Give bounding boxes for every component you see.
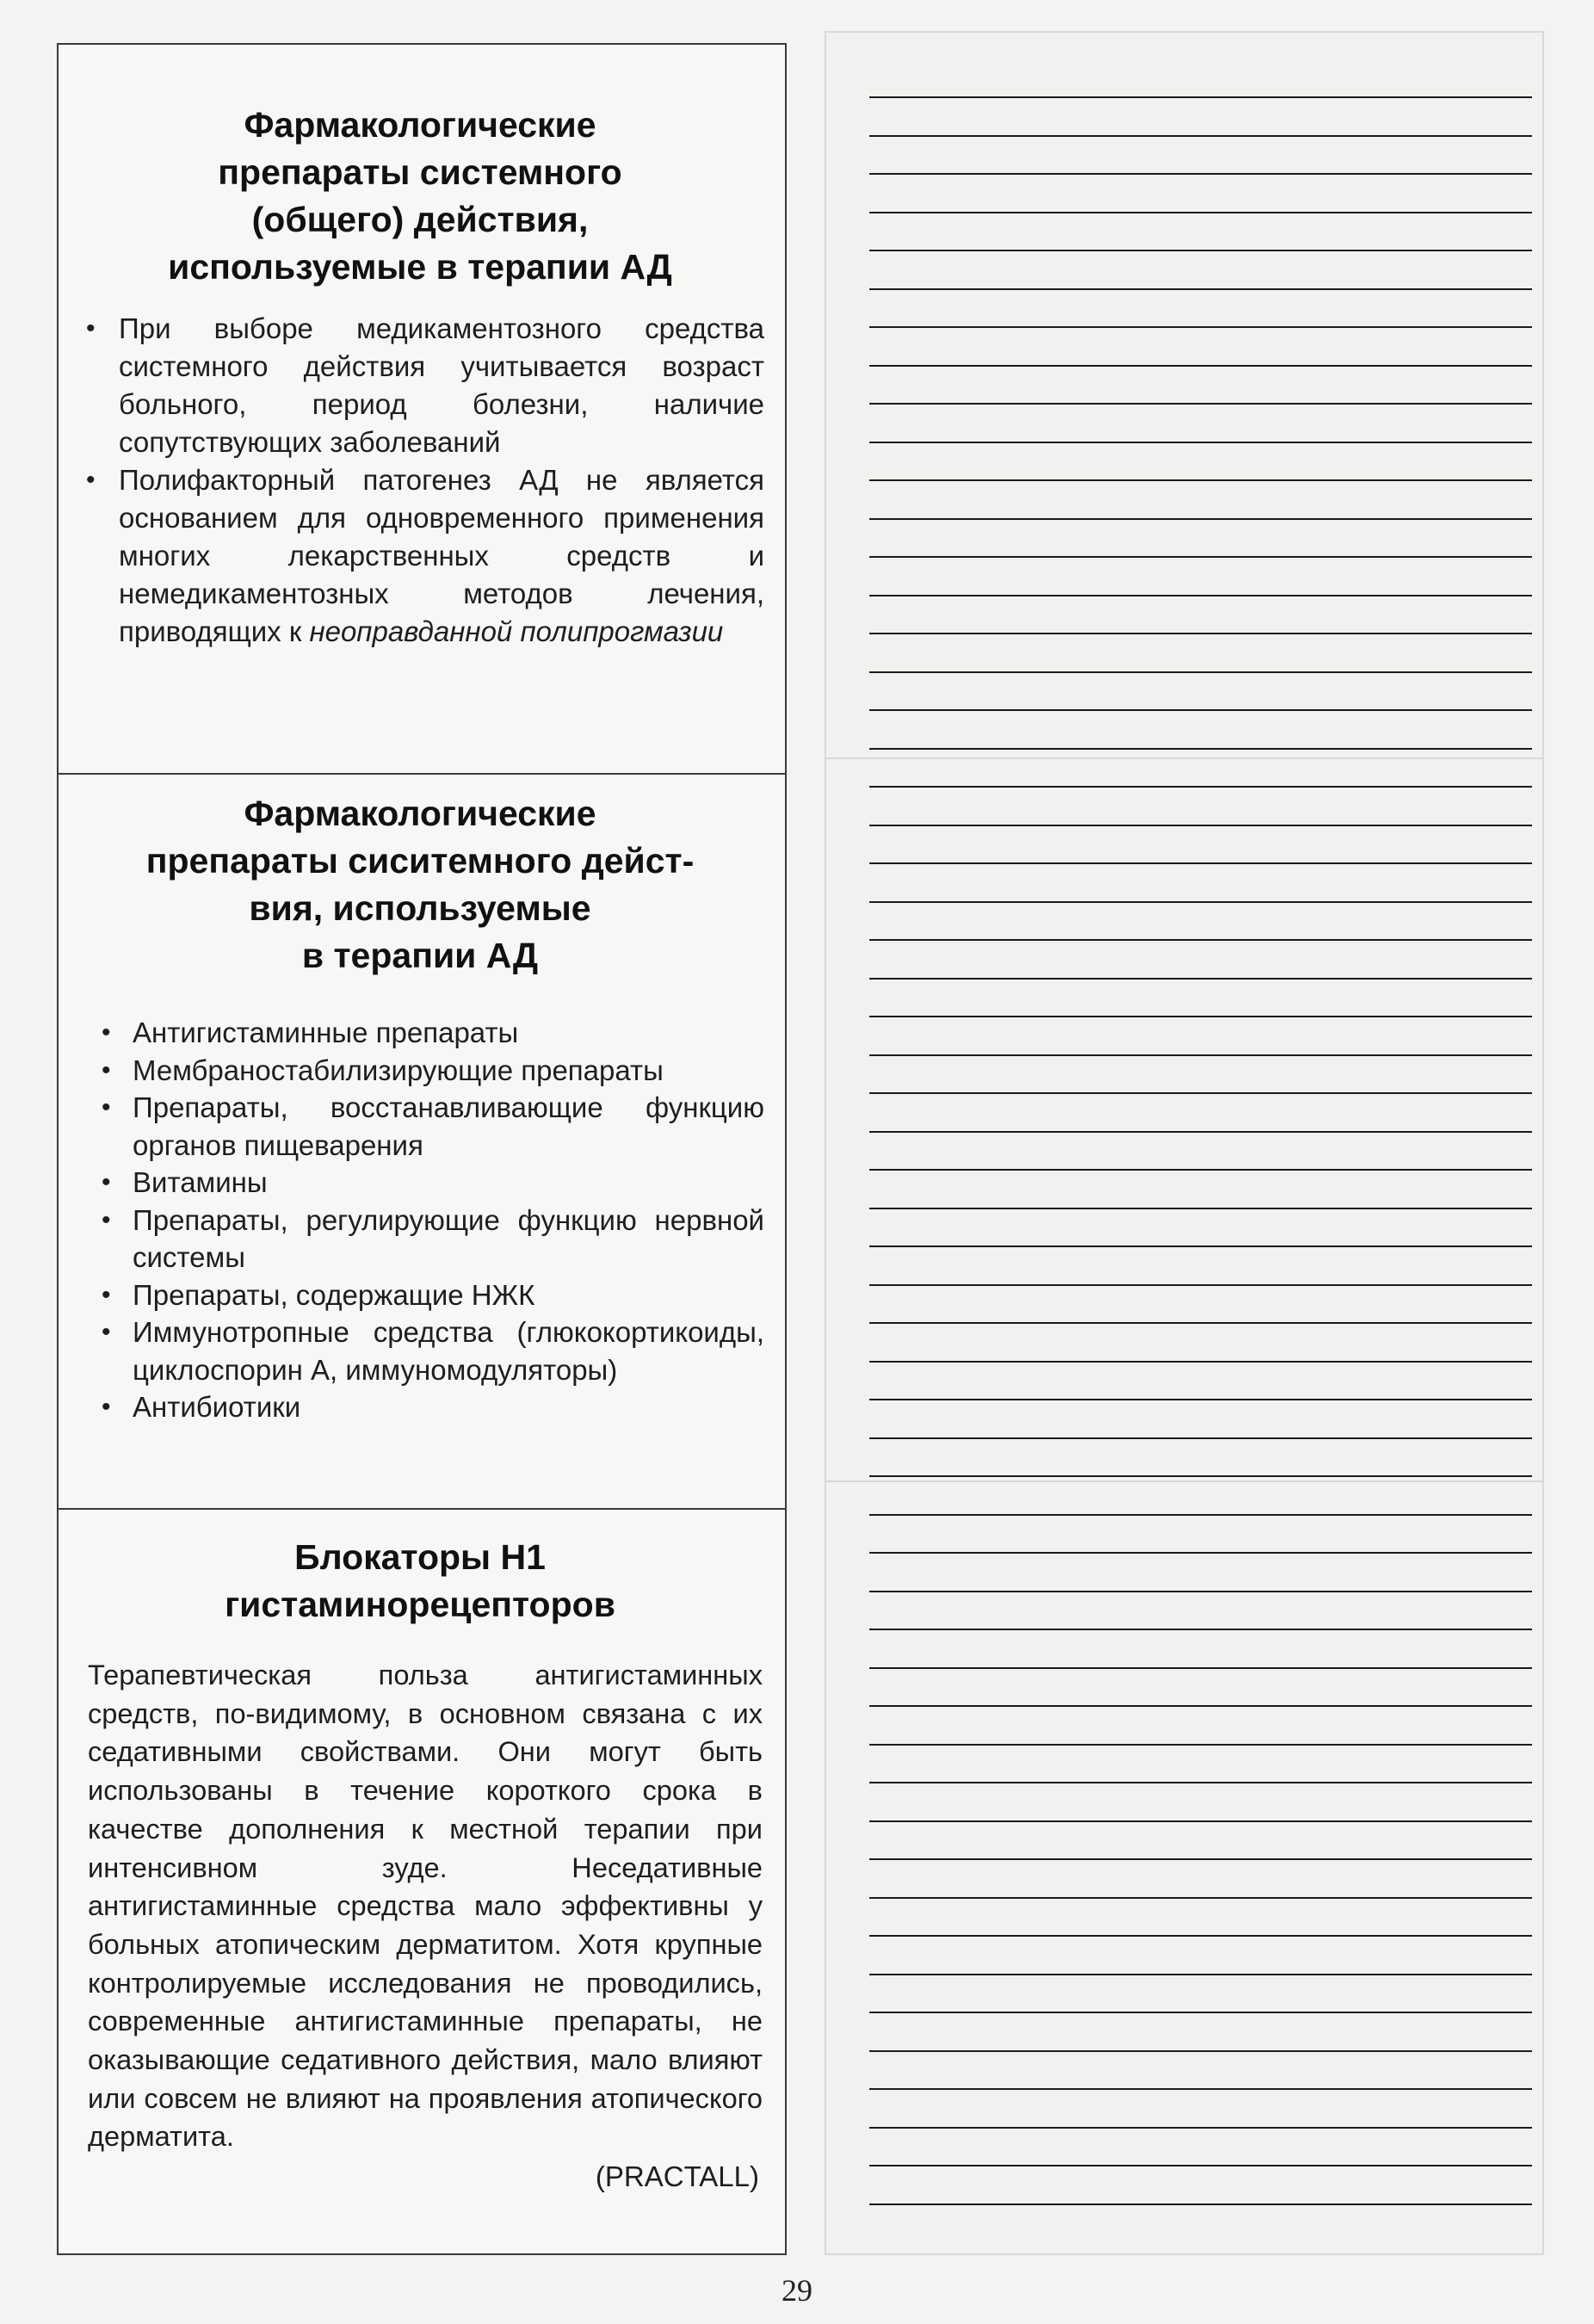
note-line — [869, 1935, 1532, 1937]
body-paragraph: Терапевтическая польза антигистаминных средств, по-видимому, в основном связана с их седативными свойствами. Они могут быть использованы в течение короткого срока в качестве дополнения к местной терапии при интенсивном зуде. Неседативные антигистаминные средства мало эффективны у больных атопическим дерматитом. Хотя крупные контролируемые исследования не проводились, современные антигистаминные препараты, не оказывающие седативного действия, мало влияют или совсем не влияют на проявления атопического дерматита. — [88, 1659, 763, 2153]
note-line — [869, 518, 1532, 520]
slide-drug-groups — [57, 790, 783, 1426]
slide-title: Блокаторы Н1 гистаминорецепторов — [225, 1537, 615, 1624]
note-line — [869, 1667, 1532, 1669]
note-line — [869, 1092, 1532, 1094]
note-line — [869, 1782, 1532, 1783]
note-line — [869, 1016, 1532, 1017]
note-line — [869, 365, 1532, 367]
note-line — [869, 1208, 1532, 1209]
note-line — [869, 1552, 1532, 1554]
note-line — [869, 1744, 1532, 1746]
note-line — [869, 1169, 1532, 1171]
source-citation: (PRACTALL) — [595, 2160, 759, 2193]
note-line — [869, 288, 1532, 290]
list-item: • Препараты, восстанавливающие функцию органов пищеварения — [76, 1089, 764, 1164]
note-line — [869, 978, 1532, 980]
note-line — [869, 595, 1532, 596]
note-line — [869, 1820, 1532, 1822]
note-line — [869, 212, 1532, 213]
note-line — [869, 173, 1532, 175]
note-line — [869, 1705, 1532, 1707]
list-item: • При выборе медикаментозного средства системного действия учитывается возраст больного, период болезни, наличие сопутствующих заболеваний — [76, 310, 764, 461]
note-line — [869, 2203, 1532, 2205]
list-item: • Препараты, регулирующие функцию нервной системы — [76, 1202, 764, 1276]
notes-divider — [825, 757, 1544, 759]
note-line — [869, 633, 1532, 634]
list-item: • Препараты, содержащие НЖК — [76, 1276, 764, 1314]
note-line — [869, 1475, 1532, 1477]
notes-divider — [825, 1480, 1544, 1482]
note-line — [869, 1437, 1532, 1439]
list-item: • Мембраностабилизирующие препараты — [76, 1052, 764, 1090]
note-line — [869, 709, 1532, 711]
note-line — [869, 403, 1532, 405]
slide-systemic-drugs — [57, 102, 783, 651]
list-item: • Иммунотропные средства (глюкокортикоиды, циклоспорин А, иммуномодуляторы) — [76, 1313, 764, 1388]
note-line — [869, 1514, 1532, 1516]
note-line — [869, 825, 1532, 826]
note-line — [869, 2088, 1532, 2090]
note-line — [869, 748, 1532, 750]
note-line — [869, 939, 1532, 941]
note-line — [869, 2165, 1532, 2166]
note-line — [869, 786, 1532, 788]
slide-title: Фармакологические препараты сиситемного дейст- вия, используемые в терапии АД — [145, 794, 695, 975]
note-line — [869, 326, 1532, 328]
note-line — [869, 250, 1532, 251]
note-line — [869, 901, 1532, 903]
note-line — [869, 1629, 1532, 1630]
list-item: • Антибиотики — [76, 1388, 764, 1426]
note-line — [869, 1399, 1532, 1400]
note-line — [869, 862, 1532, 864]
slide-separator — [57, 773, 787, 775]
note-line — [869, 1591, 1532, 1592]
note-line — [869, 1361, 1532, 1363]
bullet-list — [76, 310, 764, 651]
slide-h1-blockers — [57, 1534, 783, 2196]
note-line — [869, 1054, 1532, 1056]
list-item: • Антигистаминные препараты — [76, 1014, 764, 1052]
note-line — [869, 2050, 1532, 2052]
note-line — [869, 96, 1532, 98]
note-line — [869, 2012, 1532, 2013]
note-line — [869, 671, 1532, 673]
emphasis-text: неоправданной полипрогмазии — [309, 615, 724, 647]
note-line — [869, 479, 1532, 481]
note-line — [869, 2127, 1532, 2129]
slide-title: Фармакологические препараты системного (общего) действия, используемые в терапии АД — [168, 105, 672, 287]
bullet-list — [76, 1014, 764, 1426]
note-line — [869, 1974, 1532, 1975]
note-line — [869, 1897, 1532, 1899]
note-line — [869, 135, 1532, 137]
note-line — [869, 556, 1532, 558]
note-line — [869, 442, 1532, 443]
page-number: 29 — [782, 2273, 812, 2308]
note-line — [869, 1322, 1532, 1324]
note-line — [869, 1245, 1532, 1247]
slide-separator — [57, 1508, 787, 1510]
note-line — [869, 1284, 1532, 1286]
note-line — [869, 1131, 1532, 1133]
note-line — [869, 1858, 1532, 1860]
list-item: • Полифакторный патогенез АД не является основанием для одновременного применения многих лекарственных средств и немедикаментозных методов лечения, приводящих к неоправданной полипрогмазии — [76, 461, 764, 651]
list-item: • Витамины — [76, 1164, 764, 1202]
